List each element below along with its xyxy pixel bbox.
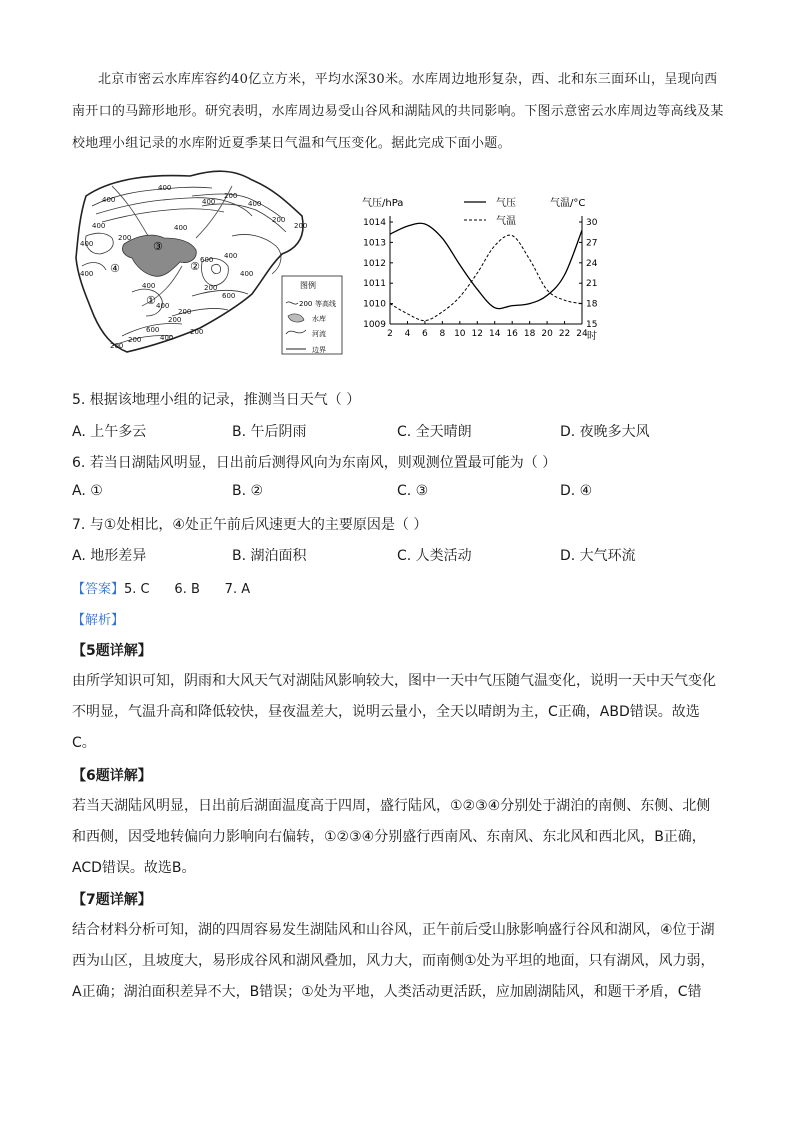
q6-option-a[interactable]: A. ① [72,483,103,499]
contour-label: 200 [178,308,192,316]
q7-option-a[interactable]: A. 地形差异 [72,548,147,564]
contour-label: 200 [168,316,182,324]
y-right-tick-label: 21 [586,279,598,290]
x-tick-label: 20 [541,329,553,339]
y-left-tick-label: 1010 [363,299,386,310]
y-left-tick-label: 1012 [363,258,386,269]
detail-5-body [72,666,722,759]
q6-option-c[interactable]: C. ③ [397,483,429,499]
x-tick-label: 4 [404,329,411,339]
x-tick-label: 12 [471,329,483,339]
y-right-tick-label: 18 [586,299,598,310]
contour-line [232,234,281,274]
detail-line: C。 [72,735,96,751]
y-right-label: 气温/°C [550,198,586,209]
detail-line: 若当天湖陆风明显，日出前后湖面温度高于四周，盛行陆风，①②③④分别处于湖泊的南侧、东侧、北侧 [72,798,711,814]
svg-text:水库: 水库 [312,315,326,323]
detail-line: 结合材料分析可知，湖的四周容易发生湖陆风和山谷风，正午前后受山脉影响盛行谷风和湖风，④位于湖 [72,922,715,938]
detail-6-body [72,791,722,884]
answer-text: 5. C 6. B 7. A [124,582,251,597]
contour-label: 400 [80,270,94,278]
answer-line [72,578,250,597]
question-5-stem: 5. 根据该地理小组的记录，推测当日天气（ ） [72,392,361,408]
map-legend [282,276,342,354]
svg-text:边界: 边界 [312,346,326,354]
x-axis-unit: 时 [587,331,597,342]
detail-6-title: 【6题详解】 [72,768,152,784]
contour-label: 200 [110,342,124,350]
contour-line [212,264,221,273]
q7-option-d[interactable]: D. 大气环流 [560,548,636,564]
contour-label: 400 [142,282,156,290]
contour-label: 600 [200,256,214,264]
q6-option-d[interactable]: D. ④ [560,483,593,499]
y-right-tick-label: 27 [586,238,598,249]
y-right-tick-label: 24 [586,258,598,269]
contour-label: 200 [224,192,238,200]
x-tick-label: 18 [523,329,536,339]
temperature-line [390,235,582,320]
x-tick-label: 22 [558,329,571,339]
contour-line [102,209,224,222]
q5-option-b[interactable]: B. 午后阴雨 [232,424,307,440]
x-tick-label: 6 [422,329,428,339]
contour-label: 400 [80,240,94,248]
marker-1: ① [146,294,156,307]
question-6-stem: 6. 若当日湖陆风明显，日出前后测得风向为东南风，则观测位置最可能为（ ） [72,455,557,471]
contour-line [82,263,106,270]
svg-text:200: 200 [299,300,313,308]
contour-label: 200 [272,216,286,224]
x-tick-label: 10 [454,329,466,339]
contour-label: 200 [294,222,308,230]
pressure-line [390,223,582,308]
contour-label: 200 [190,328,204,336]
question-7-stem: 7. 与①处相比，④处正午前后风速更大的主要原因是（ ） [72,517,428,533]
contour-label: 400 [174,224,188,232]
q5-option-c[interactable]: C. 全天晴朗 [397,424,472,440]
contour-label: 400 [248,200,262,208]
contour-label: 200 [118,234,132,242]
y-left-tick-label: 1011 [363,279,386,290]
q7-option-b[interactable]: B. 湖泊面积 [232,548,307,564]
intro-paragraph: 北京市密云水库库容约40亿立方米，平均水深30米。水库周边地形复杂，西、北和东三面环山，呈现向西南开口的马蹄形地形。研究表明，水库周边易受山谷风和湖陆风的共同影响。下图示意密云水库周边等高线及某校地理小组记录的水库附近夏季某日气温和气压变化。据此完成下面小题。 [72,72,724,151]
x-tick-label: 14 [489,329,501,339]
contour-label: 400 [102,196,116,204]
svg-text:等高线: 等高线 [315,300,336,308]
legend-title: 图例 [300,281,316,290]
legend-temperature: 气温 [496,216,516,227]
contour-label: 400 [158,184,172,192]
q5-option-d[interactable]: D. 夜晚多大风 [560,424,650,440]
marker-2: ② [190,260,200,273]
x-tick-label: 24 [576,329,588,339]
x-tick-label: 16 [506,329,518,339]
detail-7-body [72,915,722,1008]
contour-label: 600 [146,326,160,334]
q5-option-a[interactable]: A. 上午多云 [72,424,147,440]
contour-line [96,198,252,216]
contour-label: 200 [204,284,218,292]
contour-map [72,166,347,356]
q7-option-c[interactable]: C. 人类活动 [397,548,472,564]
detail-line: 不明显，气温升高和降低较快，昼夜温差大，说明云量小，全天以晴朗为主，C正确，ABD错误。故选 [72,704,700,720]
marker-3: ③ [153,240,163,253]
x-tick-label: 2 [387,329,393,339]
contour-label: 200 [128,336,142,344]
q6-option-b[interactable]: B. ② [232,483,264,499]
contour-label: 400 [240,270,254,278]
analysis-label: 【解析】 [72,613,125,628]
answer-label: 【答案】 [72,582,125,597]
detail-line: 由所学知识可知，阴雨和大风天气对湖陆风影响较大，图中一天中气压随气温变化，说明一天中天气变化 [72,673,716,689]
detail-line: ACD错误。故选B。 [72,860,196,876]
detail-line: 和西侧，因受地转偏向力影响向右偏转，①②③④分别盛行西南风、东南风、东北风和西北风，B正确， [72,829,706,845]
contour-line [192,290,248,296]
pressure-temperature-chart [356,192,616,367]
x-tick-label: 8 [439,329,446,339]
contour-label: 400 [92,222,106,230]
y-right-tick-label: 30 [586,218,598,228]
detail-line: 西为山区，且坡度大，易形成谷风和湖风叠加，风力大，而南侧①处为平坦的地面，只有湖风，风力弱， [72,953,715,969]
y-left-label: 气压/hPa [362,198,404,209]
svg-text:河流: 河流 [312,330,326,338]
y-left-tick-label: 1014 [363,218,386,228]
contour-label: 400 [224,252,238,260]
detail-line: A正确；湖泊面积差异不大，B错误；①处为平地，人类活动更活跃，应加剧湖陆风，和题干矛盾，C错 [72,984,702,1000]
contour-label: 400 [202,198,216,206]
y-right-tick-label: 15 [586,320,598,330]
contour-label: 400 [160,334,174,342]
detail-5-title: 【5题详解】 [72,643,152,659]
y-left-tick-label: 1013 [363,238,386,249]
contour-label: 600 [222,292,236,300]
legend-pressure: 气压 [496,198,516,209]
detail-7-title: 【7题详解】 [72,892,152,908]
contour-label: 400 [156,302,170,310]
marker-4: ④ [110,262,120,275]
y-left-tick-label: 1009 [363,320,386,330]
